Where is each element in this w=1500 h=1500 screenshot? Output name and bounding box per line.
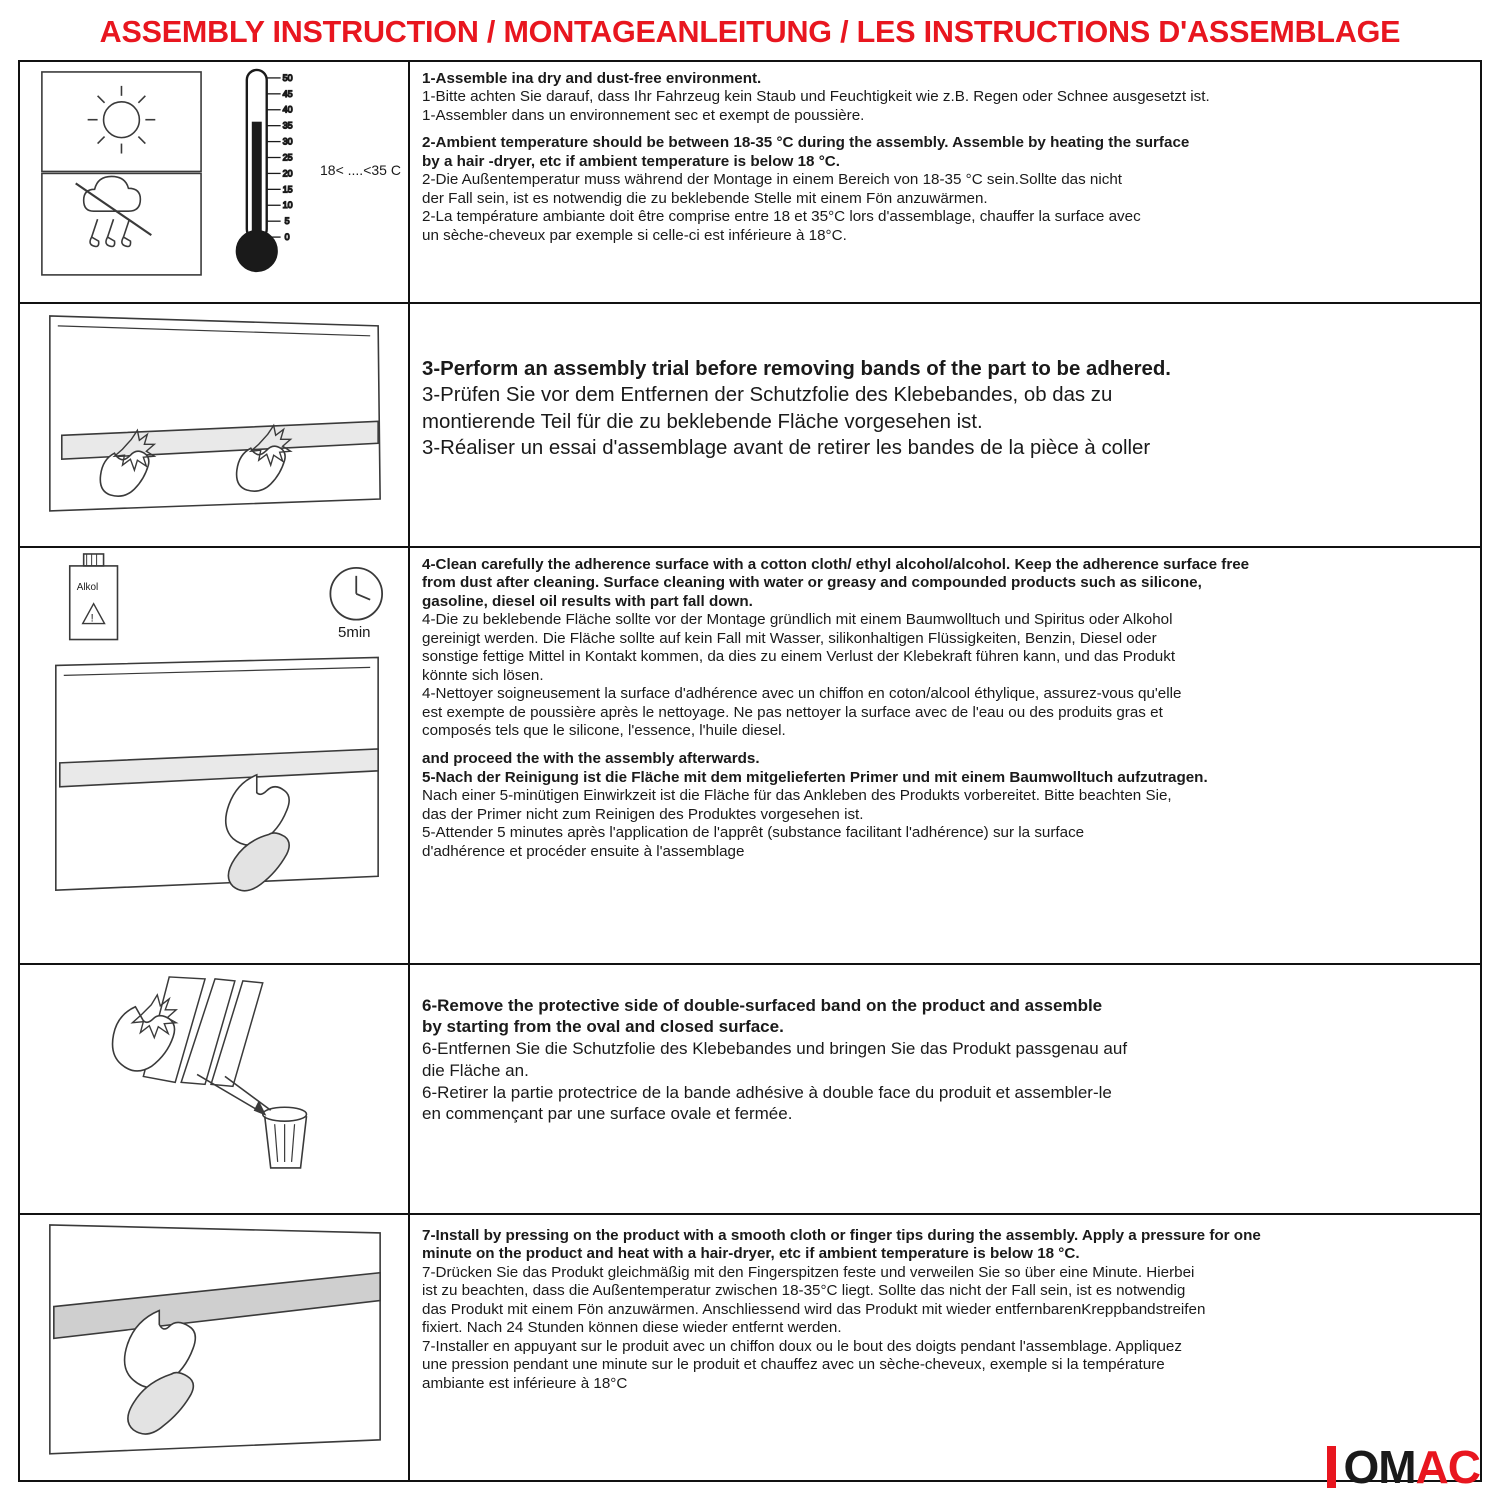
step-line: 2-Die Außentemperatur muss während der Montage in einem Bereich von 18-35 °C sein.Sollte das nicht [422, 171, 1123, 189]
svg-text:25: 25 [282, 152, 293, 163]
svg-text:35: 35 [282, 120, 293, 131]
svg-text:30: 30 [282, 136, 293, 147]
trial-fit-drawing [20, 304, 408, 533]
illustration-environment [20, 62, 410, 302]
step-line: minute on the product and heat with a hair-dryer, etc if ambient temperature is below 18 °C. [422, 1245, 1080, 1263]
logo-text-dark: OM [1343, 1441, 1416, 1493]
step-line: en commençant par une surface ovale et fermée. [422, 1104, 793, 1124]
step-line: montierende Teil für die zu beklebende Fläche vorgesehen ist. [422, 410, 983, 433]
step-line: 3-Perform an assembly trial before removing bands of the part to be adhered. [422, 357, 1171, 380]
page-title: ASSEMBLY INSTRUCTION / MONTAGEANLEITUNG / LES INSTRUCTIONS D'ASSEMBLAGE [99, 15, 1401, 49]
svg-text:10: 10 [282, 199, 293, 210]
svg-text:50: 50 [282, 72, 293, 83]
step-line: gasoline, diesel oil results with part fall down. [422, 592, 753, 610]
step-line: 5-Attender 5 minutes après l'application de l'apprêt (substance facilitant l'adhérence) sur la surface [422, 824, 1085, 842]
step-line: 3-Prüfen Sie vor dem Entfernen der Schutzfolie des Klebebandes, ob das zu [422, 384, 1113, 407]
instruction-grid [18, 60, 1482, 1482]
step-line: by a hair -dryer, etc if ambient temperature is below 18 °C. [422, 152, 840, 170]
step-line: from dust after cleaning. Surface cleaning with water or greasy and compounded products such as silicone, [422, 574, 1202, 592]
step-line: 4-Clean carefully the adherence surface with a cotton cloth/ ethyl alcohol/alcohol. Keep the adherence surface free [422, 555, 1250, 573]
step-line: sonstige fettige Mittel in Kontakt kommen, da dies zu einem Verlust der Klebekraft führen kann, und das Produkt [422, 648, 1176, 666]
logo-text-red: AC [1415, 1441, 1480, 1493]
instruction-row-2 [20, 304, 1480, 548]
press-product-drawing [20, 1215, 408, 1466]
step-line: 7-Install by pressing on the product with a smooth cloth or finger tips during the assembly. Apply a pressure for one [422, 1226, 1261, 1244]
step-line: 6-Entfernen Sie die Schutzfolie des Klebebandes und bringen Sie das Produkt passgenau auf [422, 1039, 1128, 1059]
step-line: gereinigt werden. Die Fläche sollte auf kein Fall mit Wasser, silikonhaltigen Flüssigkeiten, Benzin, Diesel oder [422, 629, 1157, 647]
instruction-row-5 [20, 1215, 1480, 1482]
step-6-text [410, 965, 1480, 1213]
step-line: une pression pendant une minute sur le produit et chauffez avec un sèche-cheveux, exemple si la température [422, 1356, 1165, 1374]
remove-liner-drawing [20, 965, 408, 1200]
illustration-trial-fit [20, 304, 410, 546]
instruction-row-3 [20, 548, 1480, 965]
instruction-row-4 [20, 965, 1480, 1215]
step-line: 2-Ambient temperature should be between 18-35 °C during the assembly. Assemble by heating the surface [422, 134, 1190, 152]
clean-surface-drawing [20, 548, 408, 946]
step-line: ambiante est inférieure à 18°C [422, 1374, 628, 1392]
svg-text:!: ! [90, 612, 94, 625]
step-line: and proceed the with the assembly afterwards. [422, 750, 760, 768]
step-line: 3-Réaliser un essai d'assemblage avant de retirer les bandes de la pièce à coller [422, 437, 1151, 460]
step-line: est exempte de poussière après le nettoyage. Ne pas nettoyer la surface avec de l'eau ou des produits gras et [422, 703, 1163, 721]
step-line: composés tels que le silicone, l'essence, l'huile diesel. [422, 722, 786, 740]
step-line: 1-Assembler dans un environnement sec et exempt de poussière. [422, 106, 865, 124]
brand-logo [1327, 1440, 1480, 1494]
step-line: 7-Drücken Sie das Produkt gleichmäßig mit den Fingerspitzen feste und verweilen Sie so über eine Minute. Hierbei [422, 1263, 1195, 1281]
step-line: das Produkt mit einem Fön anzuwärmen. Anschliessend wird das Produkt mit wieder entfernbarenKreppbandstreifen [422, 1300, 1206, 1318]
step-line: fixiert. Nach 24 Stunden können diese wieder entfernt werden. [422, 1319, 842, 1337]
step-line: by starting from the oval and closed surface. [422, 1017, 784, 1037]
instruction-row-1 [20, 62, 1480, 304]
svg-text:20: 20 [282, 167, 293, 178]
step-line: 6-Remove the protective side of double-surfaced band on the product and assemble [422, 995, 1103, 1015]
step-line: d'adhérence et procéder ensuite à l'assemblage [422, 842, 745, 860]
alcohol-bottle-label: Alkol [76, 581, 99, 593]
step-3-text [410, 304, 1480, 546]
illustration-remove-liner [20, 965, 410, 1213]
svg-text:0: 0 [284, 231, 290, 242]
timer-label: 5min [338, 623, 371, 641]
svg-text:45: 45 [282, 88, 293, 99]
illustration-press-product [20, 1215, 410, 1480]
temperature-range-label: 18< ....<35 C [320, 161, 401, 178]
step-line: das der Primer nicht zum Reinigen des Produktes vorgesehen ist. [422, 805, 864, 823]
step-1-2-text [410, 62, 1480, 302]
step-line: 4-Die zu beklebende Fläche sollte vor der Montage gründlich mit einem Baumwolltuch und Spiritus oder Alkohol [422, 611, 1173, 629]
step-line: könnte sich lösen. [422, 666, 544, 684]
step-line: 1-Bitte achten Sie darauf, dass Ihr Fahrzeug kein Staub und Feuchtigkeit wie z.B. Regen oder Schnee ausgesetzt ist. [422, 88, 1210, 106]
step-line: Nach einer 5-minütigen Einwirkzeit ist die Fläche für das Ankleben des Produkts vorbereitet. Bitte beachten Sie, [422, 787, 1172, 805]
step-4-5-text [410, 548, 1480, 963]
svg-text:15: 15 [282, 183, 293, 194]
step-line: der Fall sein, ist es notwendig die zu beklebende Stelle mit einem Fön anzuwärmen. [422, 189, 988, 207]
step-line: ist zu beachten, dass die Außentemperatur zwischen 18-35°C liegt. Sollte das nicht der Fall sein, ist es notwendig [422, 1282, 1186, 1300]
step-7-text [410, 1215, 1480, 1480]
step-line: 6-Retirer la partie protectrice de la bande adhésive à double face du produit et assembler-le [422, 1082, 1112, 1102]
step-line: 2-La température ambiante doit être comprise entre 18 et 35°C lors d'assemblage, chauffer la surface avec [422, 208, 1141, 226]
step-line: 7-Installer en appuyant sur le produit avec un chiffon doux ou le bout des doigts pendant l'assemblage. Appliquez [422, 1337, 1182, 1355]
step-line: un sèche-cheveux par exemple si celle-ci est inférieure à 18°C. [422, 226, 847, 244]
illustration-clean-surface [20, 548, 410, 963]
logo-bar-icon [1327, 1446, 1336, 1488]
step-line: 5-Nach der Reinigung ist die Fläche mit dem mitgelieferten Primer und mit einem Baumwolltuch aufzutragen. [422, 768, 1208, 786]
step-line: die Fläche an. [422, 1060, 529, 1080]
step-line: 1-Assemble ina dry and dust-free environment. [422, 69, 762, 87]
svg-text:5: 5 [284, 215, 290, 226]
svg-text:40: 40 [282, 104, 293, 115]
step-line: 4-Nettoyer soigneusement la surface d'adhérence avec un chiffon en coton/alcool éthylique, assurez-vous qu'elle [422, 685, 1182, 703]
